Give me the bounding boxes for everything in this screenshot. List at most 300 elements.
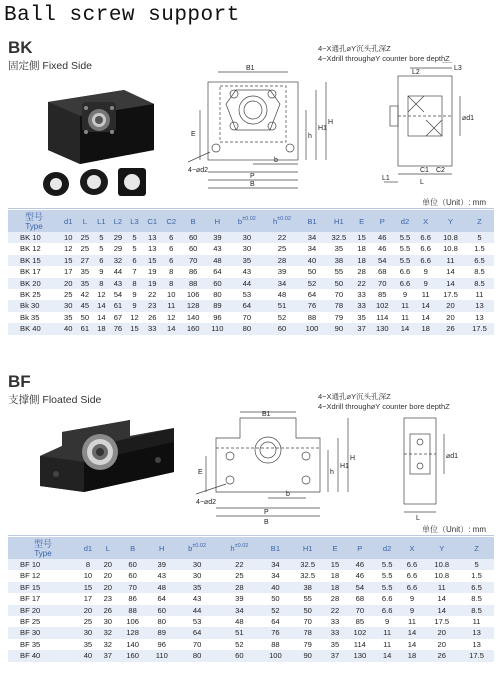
bk-value-cell: 6 bbox=[126, 255, 143, 266]
table-row bbox=[8, 266, 494, 277]
bf-value-cell: 8 bbox=[78, 559, 98, 570]
bk-value-cell: 70 bbox=[181, 255, 206, 266]
bk-col-header-tolerance: ±0.02 bbox=[277, 216, 291, 222]
bf-value-cell: 28 bbox=[218, 582, 260, 593]
bk-col-header-7 bbox=[162, 210, 181, 232]
bk-value-cell: 11 bbox=[395, 300, 416, 311]
bf-value-cell: 160 bbox=[118, 650, 148, 661]
bk-value-cell: 88 bbox=[307, 312, 317, 322]
bk-value-cell: 17.5 bbox=[443, 290, 458, 300]
bk-col-header-text: C1 bbox=[147, 216, 158, 226]
bk-col-header-tolerance: ±0.02 bbox=[242, 216, 256, 222]
bk-label-c2: C2 bbox=[436, 167, 445, 174]
bf-value-cell: 15 bbox=[78, 582, 98, 593]
bk-label-l1: L1 bbox=[382, 175, 390, 182]
bk-value-cell: 102 bbox=[370, 300, 395, 311]
bk-spec-table bbox=[8, 210, 494, 335]
bk-value-cell: 76 bbox=[110, 323, 127, 334]
bk-value-cell: 9 bbox=[126, 300, 143, 311]
bk-value-cell: 70 bbox=[242, 312, 252, 322]
bk-value-cell: 14 bbox=[446, 267, 455, 277]
bk-col-header-6 bbox=[143, 210, 162, 232]
bf-value-cell: 50 bbox=[271, 594, 280, 604]
bf-value-cell: 18 bbox=[330, 571, 340, 581]
bf-value-cell: 34 bbox=[271, 571, 280, 581]
bf-value-cell: 140 bbox=[126, 639, 139, 649]
bk-value-cell: 5.5 bbox=[395, 232, 416, 243]
bk-col-header-10 bbox=[229, 210, 264, 232]
bk-value-cell: 11 bbox=[162, 300, 181, 311]
bk-label-b: b bbox=[274, 157, 278, 164]
bk-value-cell: 26 bbox=[436, 323, 465, 334]
bk-value-cell: 35 bbox=[334, 244, 344, 254]
bf-value-cell: 70 bbox=[345, 605, 375, 616]
bf-value-cell: 15 bbox=[325, 559, 345, 570]
bf-value-cell: 30 bbox=[176, 559, 218, 570]
bf-value-cell: 20 bbox=[437, 639, 446, 649]
bk-col-header-17 bbox=[415, 210, 436, 232]
bk-col-header-2 bbox=[77, 210, 94, 232]
bf-value-cell: 96 bbox=[157, 639, 166, 649]
bf-col-header-text: b bbox=[188, 544, 193, 553]
table-row bbox=[8, 593, 494, 604]
bk-label-hh: H bbox=[328, 119, 334, 126]
bk-value-cell: 10 bbox=[60, 232, 77, 243]
bf-value-cell: 32 bbox=[98, 627, 118, 638]
bk-value-cell: 10.8 bbox=[443, 244, 458, 254]
bf-value-cell: 35 bbox=[83, 639, 93, 649]
bk-value-cell: 54 bbox=[370, 255, 395, 266]
bf-col-header-text: H1 bbox=[302, 543, 313, 553]
bf-value-cell: 114 bbox=[353, 639, 366, 649]
bk-value-cell: 15 bbox=[353, 232, 370, 243]
bk-value-cell: 68 bbox=[378, 267, 387, 277]
bk-value-cell: 17.5 bbox=[465, 323, 494, 334]
bk-value-cell: 14 bbox=[415, 300, 436, 311]
bf-value-cell: 34 bbox=[261, 559, 291, 570]
bf-value-cell: 40 bbox=[78, 650, 98, 661]
bf-value-cell: 5.5 bbox=[375, 582, 400, 593]
bk-col-header-12 bbox=[300, 210, 325, 232]
bf-col-header-5 bbox=[176, 537, 218, 559]
bk-label-b1: B1 bbox=[246, 65, 255, 72]
bf-value-cell: 51 bbox=[218, 627, 260, 638]
bf-value-cell: 100 bbox=[261, 650, 291, 661]
bk-value-cell: 22 bbox=[264, 232, 299, 243]
bf-value-cell: 130 bbox=[345, 650, 375, 661]
bf-value-cell: 14 bbox=[424, 605, 459, 616]
table-row bbox=[8, 559, 494, 570]
bf-value-cell: 88 bbox=[271, 639, 280, 649]
bk-value-cell: 13 bbox=[465, 300, 494, 311]
bk-col-header-text: P bbox=[379, 216, 385, 226]
bf-value-cell: 32 bbox=[103, 639, 113, 649]
bk-value-cell: 64 bbox=[229, 300, 264, 311]
bk-value-cell: 50 bbox=[80, 312, 90, 322]
bf-spec-table bbox=[8, 537, 494, 662]
bk-section-subtitle: 固定側 Fixed Side bbox=[8, 60, 93, 72]
bk-col-header-text: H1 bbox=[334, 216, 344, 226]
bk-col-header-9 bbox=[206, 210, 230, 232]
bf-value-cell: 60 bbox=[148, 605, 176, 616]
bk-value-cell: 13 bbox=[475, 312, 484, 322]
bk-value-cell: 18 bbox=[415, 323, 436, 334]
bk-value-cell: 61 bbox=[77, 323, 94, 334]
bk-col-header-text: L3 bbox=[130, 216, 139, 226]
bk-label-d2: 4−⌀d2 bbox=[188, 167, 208, 174]
bf-value-cell: 54 bbox=[345, 582, 375, 593]
table-row bbox=[8, 300, 494, 311]
bf-value-cell: 30 bbox=[192, 571, 202, 581]
bk-value-cell: 35 bbox=[229, 255, 264, 266]
bk-value-cell: 51 bbox=[264, 300, 299, 311]
bk-col-header-cn: 型号 bbox=[24, 211, 43, 222]
bk-value-cell: 86 bbox=[188, 267, 198, 277]
bf-value-cell: 102 bbox=[345, 627, 375, 638]
bk-label-h: h bbox=[308, 133, 312, 140]
bf-value-cell: 86 bbox=[128, 594, 137, 604]
bf-value-cell: 1.5 bbox=[471, 571, 482, 581]
bk-value-cell: 53 bbox=[242, 290, 252, 300]
bf-value-cell: 37 bbox=[98, 650, 118, 661]
bf-value-cell: 79 bbox=[303, 639, 312, 649]
bk-value-cell: 8 bbox=[93, 278, 110, 289]
bk-table-body bbox=[8, 232, 494, 335]
bf-value-cell: 26 bbox=[98, 605, 118, 616]
bk-value-cell: 26 bbox=[148, 312, 157, 322]
bk-value-cell: 9 bbox=[132, 290, 137, 300]
bk-value-cell: 46 bbox=[378, 244, 387, 254]
bf-value-cell: 35 bbox=[330, 639, 340, 649]
bk-value-cell: 25 bbox=[64, 290, 73, 300]
bf-value-cell: 46 bbox=[345, 559, 375, 570]
bk-value-cell: 48 bbox=[206, 255, 230, 266]
bk-value-cell: 9 bbox=[402, 290, 408, 300]
bf-value-cell: 6.5 bbox=[459, 582, 494, 593]
bf-model-cell: BF 35 bbox=[20, 639, 41, 649]
bf-col-header-0 bbox=[8, 537, 78, 559]
bk-value-cell: 43 bbox=[213, 244, 222, 254]
bk-col-header-en: Type bbox=[25, 221, 43, 231]
bk-value-cell: 60 bbox=[264, 323, 299, 334]
bf-value-cell: 38 bbox=[290, 582, 325, 593]
bf-col-header-14 bbox=[459, 537, 494, 559]
bk-section-code: BK bbox=[8, 38, 33, 57]
bk-value-cell: 5.5 bbox=[399, 244, 411, 254]
bf-col-header-text: L bbox=[105, 543, 110, 553]
bk-value-cell: 96 bbox=[213, 312, 222, 322]
bf-col-header-13 bbox=[424, 537, 459, 559]
bk-col-header-text: d2 bbox=[400, 216, 410, 226]
bk-model-cell: BK 40 bbox=[8, 323, 60, 334]
bf-value-cell: 76 bbox=[261, 627, 291, 638]
bk-model-cell: Bk 30 bbox=[8, 300, 60, 311]
bk-value-cell: 5 bbox=[93, 232, 110, 243]
bk-value-cell: 10 bbox=[167, 290, 176, 300]
bk-value-cell: 14 bbox=[421, 312, 430, 322]
bk-value-cell: 13 bbox=[148, 244, 157, 254]
bf-value-cell: 48 bbox=[235, 617, 244, 627]
table-row bbox=[8, 605, 494, 616]
bf-value-cell: 32.5 bbox=[300, 571, 316, 581]
bf-value-cell: 5.5 bbox=[375, 559, 400, 570]
bf-label-bb: B bbox=[264, 519, 269, 526]
bf-value-cell: 9 bbox=[409, 594, 415, 604]
bf-value-cell: 35 bbox=[176, 582, 218, 593]
table-row bbox=[8, 650, 494, 661]
bk-value-cell: 52 bbox=[277, 312, 287, 322]
bf-value-cell: 80 bbox=[157, 617, 166, 627]
bk-value-cell: 11 bbox=[421, 290, 430, 300]
bk-value-cell: 29 bbox=[110, 232, 127, 243]
bf-value-cell: 13 bbox=[472, 639, 481, 649]
bk-value-cell: 110 bbox=[206, 323, 230, 334]
bf-col-header-text: P bbox=[357, 543, 363, 553]
bk-value-cell: 9 bbox=[423, 267, 428, 277]
bk-value-cell: 106 bbox=[186, 290, 200, 300]
table-row bbox=[8, 639, 494, 650]
bf-value-cell: 88 bbox=[118, 605, 148, 616]
bk-label-e: E bbox=[191, 131, 196, 138]
bk-value-cell: 114 bbox=[376, 312, 389, 322]
bf-side-view-drawing bbox=[392, 412, 472, 522]
bk-label-h1: H1 bbox=[318, 125, 327, 132]
bk-front-view-drawing bbox=[188, 60, 363, 200]
bk-col-header-3 bbox=[93, 210, 110, 232]
bf-label-h: h bbox=[330, 469, 334, 476]
bf-value-cell: 70 bbox=[192, 639, 202, 649]
bk-value-cell: 90 bbox=[324, 323, 353, 334]
bk-value-cell: 54 bbox=[113, 290, 123, 300]
bf-label-e: E bbox=[198, 469, 203, 476]
bf-value-cell: 26 bbox=[424, 650, 459, 661]
bk-value-cell: 35 bbox=[77, 278, 94, 289]
bf-label-b: b bbox=[286, 491, 290, 498]
bf-col-header-text: Z bbox=[474, 543, 479, 553]
bk-value-cell: 5.5 bbox=[395, 255, 416, 266]
bf-value-cell: 22 bbox=[325, 605, 345, 616]
bf-value-cell: 17.5 bbox=[434, 617, 450, 627]
bk-value-cell: 8 bbox=[126, 278, 143, 289]
bf-value-cell: 11 bbox=[472, 617, 481, 627]
bk-label-d1: ⌀d1 bbox=[462, 115, 475, 122]
bk-value-cell: 40 bbox=[60, 323, 77, 334]
bf-value-cell: 20 bbox=[424, 627, 459, 638]
bk-col-header-text: B bbox=[190, 216, 196, 226]
bf-value-cell: 5 bbox=[459, 559, 494, 570]
bf-value-cell: 70 bbox=[303, 617, 312, 627]
bf-value-cell: 14 bbox=[400, 627, 425, 638]
bk-value-cell: 85 bbox=[378, 290, 387, 300]
bk-value-cell: 39 bbox=[206, 232, 230, 243]
bk-col-header-18 bbox=[436, 210, 465, 232]
bf-value-cell: 5.5 bbox=[381, 571, 393, 581]
bf-col-header-4 bbox=[148, 537, 176, 559]
bf-model-cell: BF 40 bbox=[8, 650, 78, 661]
bf-model-cell: BF 20 bbox=[8, 605, 78, 616]
bk-value-cell: 45 bbox=[77, 300, 94, 311]
bf-value-cell: 68 bbox=[355, 594, 365, 604]
bf-col-header-text: B1 bbox=[270, 543, 281, 553]
bk-value-cell: 100 bbox=[300, 323, 325, 334]
bk-value-cell: 28 bbox=[264, 255, 299, 266]
bk-label-p: P bbox=[250, 173, 255, 180]
bk-value-cell: 11 bbox=[475, 290, 484, 300]
bf-value-cell: 43 bbox=[192, 594, 202, 604]
bf-value-cell: 8.5 bbox=[471, 594, 482, 604]
bk-value-cell: 34 bbox=[300, 232, 325, 243]
bk-value-cell: 8 bbox=[162, 278, 181, 289]
bk-value-cell: 35 bbox=[80, 267, 90, 277]
bk-value-cell: 10.8 bbox=[436, 232, 465, 243]
table-row bbox=[8, 312, 494, 323]
bf-value-cell: 106 bbox=[126, 617, 139, 627]
bk-value-cell: 18 bbox=[353, 255, 370, 266]
bk-value-cell: 30 bbox=[242, 244, 252, 254]
bk-value-cell: 6 bbox=[93, 255, 110, 266]
bk-value-cell: 34 bbox=[264, 278, 299, 289]
bk-label-l: L bbox=[420, 179, 424, 186]
bk-col-header-0 bbox=[8, 210, 60, 232]
bk-value-cell: 6.6 bbox=[415, 232, 436, 243]
bk-value-cell: 33 bbox=[353, 300, 370, 311]
bk-col-header-text: d1 bbox=[64, 216, 73, 226]
bf-section-subtitle: 支撑側 Floated Side bbox=[8, 394, 102, 406]
bk-value-cell: 25 bbox=[80, 244, 90, 254]
table-row bbox=[8, 570, 494, 581]
bf-model-cell: BF 15 bbox=[8, 582, 78, 593]
bk-col-header-text: h bbox=[273, 217, 278, 226]
bk-table-rule bbox=[8, 208, 494, 209]
bf-value-cell: 85 bbox=[355, 617, 365, 627]
bk-value-cell: 48 bbox=[277, 290, 287, 300]
bf-value-cell: 17 bbox=[83, 594, 93, 604]
bf-value-cell: 20 bbox=[103, 571, 113, 581]
bk-value-cell: 12 bbox=[130, 312, 139, 322]
table-row bbox=[8, 627, 494, 638]
bk-model-cell: BK 25 bbox=[20, 290, 41, 300]
bk-col-header-8 bbox=[181, 210, 206, 232]
bk-model-cell: Bk 35 bbox=[20, 312, 40, 322]
table-row bbox=[8, 243, 494, 254]
bf-value-cell: 20 bbox=[78, 605, 98, 616]
bf-col-header-tolerance: ±0.02 bbox=[234, 543, 249, 549]
bk-value-cell: 14 bbox=[97, 312, 106, 322]
bf-value-cell: 64 bbox=[157, 594, 166, 604]
bk-value-cell: 60 bbox=[206, 278, 230, 289]
bf-col-header-10 bbox=[345, 537, 375, 559]
bk-value-cell: 46 bbox=[370, 232, 395, 243]
bk-col-header-text: X bbox=[423, 216, 429, 226]
bk-value-cell: 17 bbox=[64, 267, 73, 277]
bk-col-header-4 bbox=[110, 210, 127, 232]
bk-value-cell: 6 bbox=[162, 232, 181, 243]
bk-value-cell: 44 bbox=[229, 278, 264, 289]
bf-value-cell: 60 bbox=[218, 650, 260, 661]
bf-value-cell: 11 bbox=[375, 627, 400, 638]
bf-section-code: BF bbox=[8, 372, 31, 391]
bf-value-cell: 34 bbox=[218, 605, 260, 616]
bk-value-cell: 22 bbox=[353, 278, 370, 289]
bk-value-cell: 70 bbox=[370, 278, 395, 289]
bk-value-cell: 52 bbox=[300, 278, 325, 289]
bk-col-header-5 bbox=[126, 210, 143, 232]
bf-value-cell: 78 bbox=[290, 627, 325, 638]
bk-value-cell: 67 bbox=[113, 312, 123, 322]
bf-hole-note-en: 4−Xdrill through⌀Y counter bore depthZ bbox=[318, 402, 450, 411]
bk-value-cell: 18 bbox=[93, 323, 110, 334]
bk-model-cell: BK 12 bbox=[20, 244, 41, 254]
bf-value-cell: 28 bbox=[330, 594, 340, 604]
bk-label-bb: B bbox=[250, 181, 255, 188]
bf-value-cell: 9 bbox=[400, 605, 425, 616]
bk-label-l2: L2 bbox=[412, 69, 420, 76]
bf-value-cell: 20 bbox=[98, 582, 118, 593]
table-row bbox=[8, 232, 494, 243]
table-row bbox=[8, 616, 494, 627]
bk-unit-label: 单位（Unit）: mm bbox=[422, 198, 486, 207]
bk-value-cell: 6 bbox=[169, 244, 174, 254]
bk-value-cell: 37 bbox=[353, 323, 370, 334]
bk-value-cell: 33 bbox=[357, 290, 366, 300]
bf-value-cell: 44 bbox=[176, 605, 218, 616]
bk-col-header-text: b bbox=[237, 217, 243, 226]
bf-value-cell: 55 bbox=[303, 594, 312, 604]
bf-col-header-text: B bbox=[130, 543, 136, 553]
bf-value-cell: 14 bbox=[375, 650, 400, 661]
bf-value-cell: 9 bbox=[385, 617, 390, 627]
bk-table-header-row bbox=[8, 210, 494, 232]
bk-value-cell: 9 bbox=[415, 278, 436, 289]
bf-col-header-text: X bbox=[409, 543, 415, 553]
bf-value-cell: 25 bbox=[83, 617, 93, 627]
bf-table-header-row bbox=[8, 537, 494, 559]
bf-col-header-2 bbox=[98, 537, 118, 559]
bf-value-cell: 128 bbox=[118, 627, 148, 638]
bk-col-header-13 bbox=[324, 210, 353, 232]
bk-value-cell: 50 bbox=[324, 278, 353, 289]
bk-value-cell: 43 bbox=[110, 278, 127, 289]
bk-label-l3: L3 bbox=[454, 65, 462, 72]
bk-value-cell: 30 bbox=[229, 232, 264, 243]
bf-col-header-en: Type bbox=[34, 548, 52, 558]
bk-value-cell: 20 bbox=[60, 278, 77, 289]
bf-col-header-8 bbox=[290, 537, 325, 559]
bf-col-header-text: d2 bbox=[382, 543, 392, 553]
bf-value-cell: 10 bbox=[83, 571, 93, 581]
bf-value-cell: 46 bbox=[355, 571, 365, 581]
bk-value-cell: 13 bbox=[143, 232, 162, 243]
bf-value-cell: 90 bbox=[290, 650, 325, 661]
bk-value-cell: 30 bbox=[60, 300, 77, 311]
bf-value-cell: 17.5 bbox=[459, 650, 494, 661]
bk-value-cell: 5 bbox=[126, 232, 143, 243]
bk-value-cell: 14 bbox=[436, 278, 465, 289]
bk-value-cell: 6.5 bbox=[465, 255, 494, 266]
bf-table-rule bbox=[8, 535, 494, 536]
bk-value-cell: 130 bbox=[370, 323, 395, 334]
bk-value-cell: 8.5 bbox=[474, 267, 485, 277]
bk-value-cell: 80 bbox=[229, 323, 264, 334]
bk-col-header-11 bbox=[264, 210, 299, 232]
bk-value-cell: 39 bbox=[277, 267, 287, 277]
bf-col-header-12 bbox=[400, 537, 425, 559]
bk-model-cell: BK 17 bbox=[20, 267, 41, 277]
bf-value-cell: 52 bbox=[261, 605, 291, 616]
bf-value-cell: 11 bbox=[408, 617, 416, 627]
bf-col-header-tolerance: ±0.02 bbox=[192, 543, 207, 549]
bk-value-cell: 33 bbox=[143, 323, 162, 334]
